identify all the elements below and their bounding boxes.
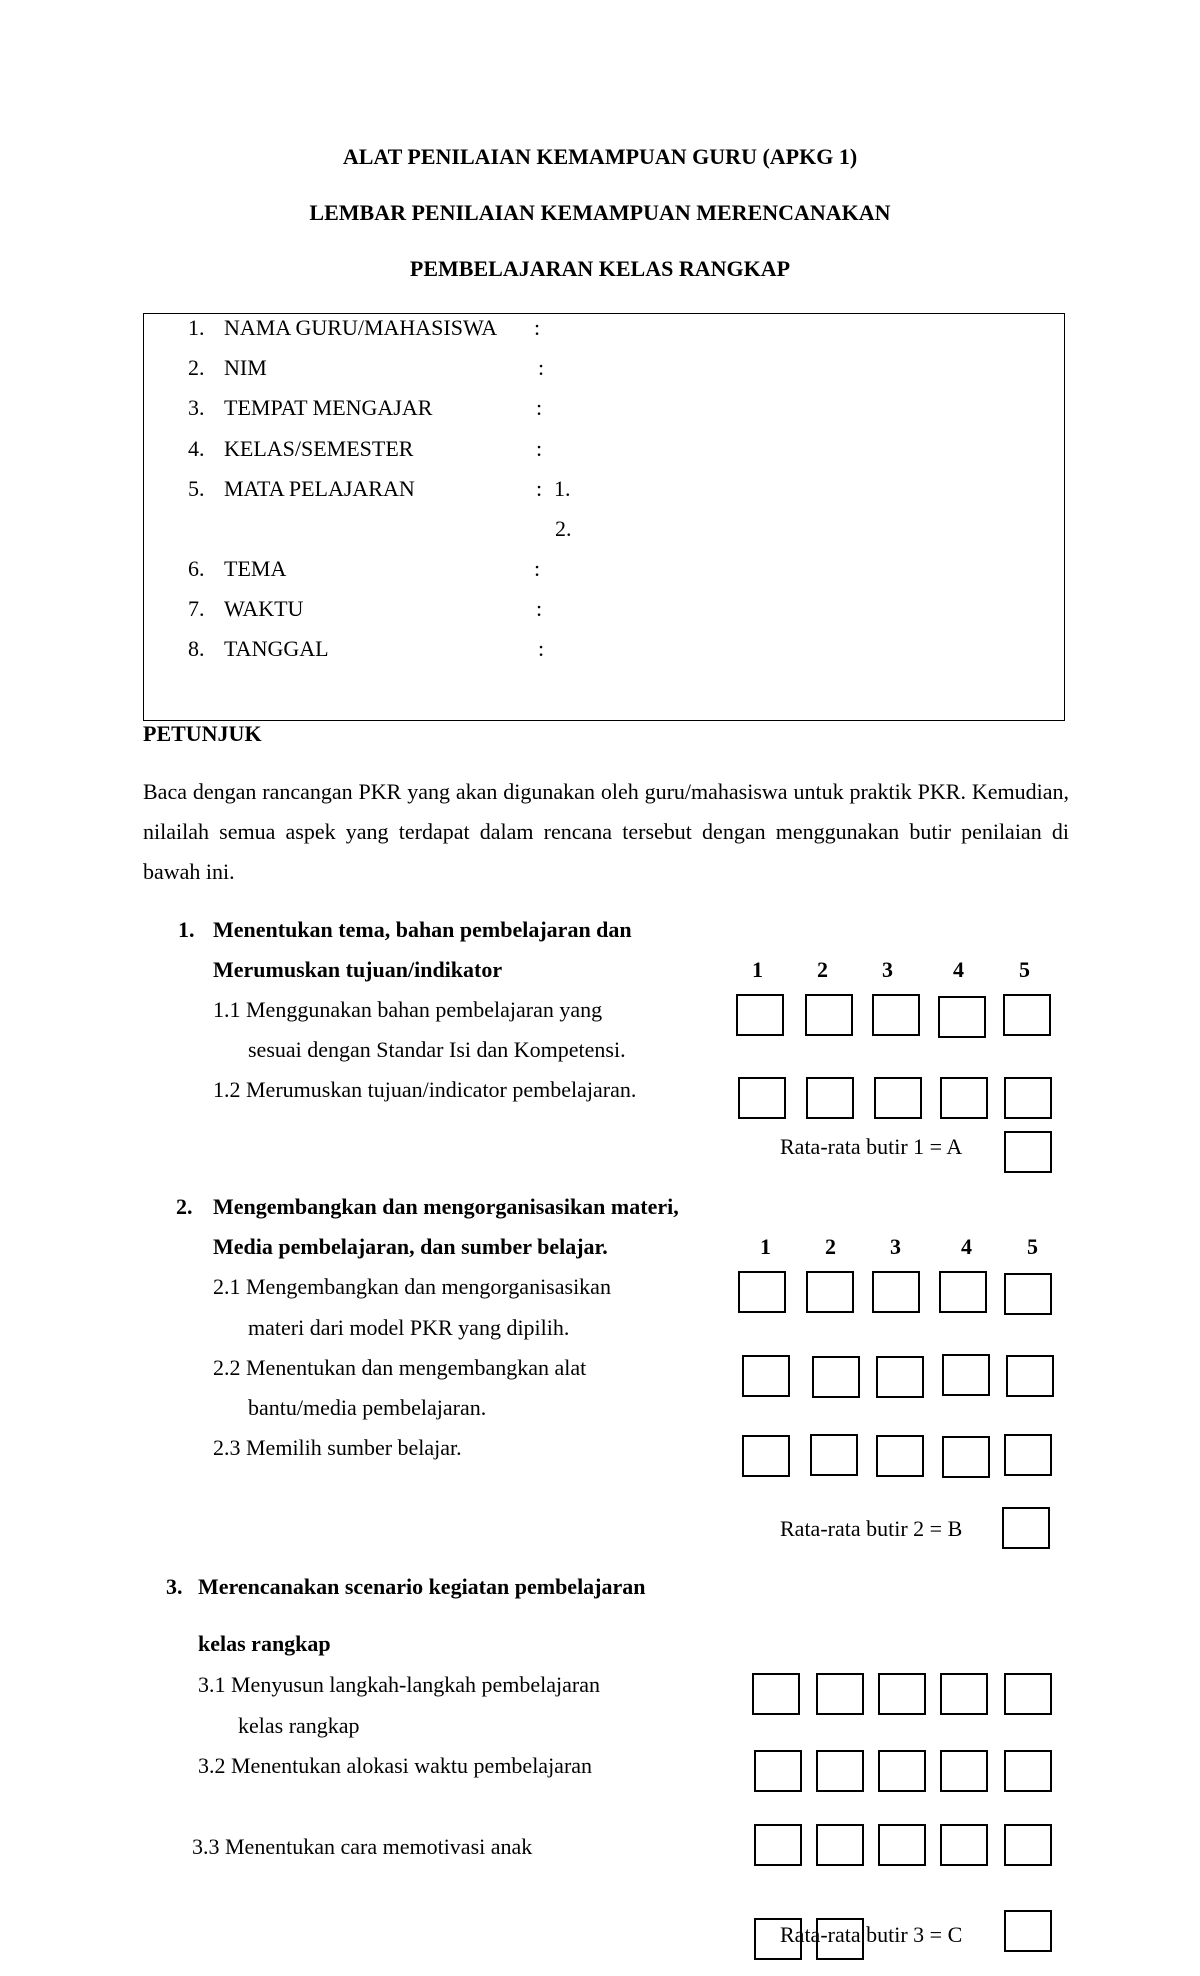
- score-box-2-1-2[interactable]: [806, 1271, 854, 1313]
- scale-label-1: 1: [752, 957, 763, 982]
- score-box-1-2-2[interactable]: [806, 1077, 854, 1119]
- score-box-3-2-4[interactable]: [940, 1750, 988, 1792]
- scale-label-3: 3: [882, 957, 893, 982]
- score-box-3-1-1[interactable]: [752, 1673, 800, 1715]
- score-box-2-2-4[interactable]: [942, 1354, 990, 1396]
- scale-label-4: 4: [961, 1234, 972, 1259]
- score-box-2-2-2[interactable]: [812, 1356, 860, 1398]
- score-box-3-3-5[interactable]: [1004, 1824, 1052, 1866]
- petunjuk-text: Baca dengan rancangan PKR yang akan digunakan oleh guru/mahasiswa untuk praktik PKR. Kemudian, nilailah semua aspek yang terdapat dalam rencana tersebut dengan menggunakan butir penilaian di bawah ini.: [143, 779, 1069, 884]
- item-1-1: 1.1 Menggunakan bahan pembelajaran yang: [213, 997, 603, 1022]
- form-text: :: [536, 596, 543, 621]
- form-text: :: [536, 476, 543, 501]
- score-box-3-2-3[interactable]: [878, 1750, 926, 1792]
- form-text: 2.: [176, 1194, 193, 1219]
- section-3-title: Merencanakan scenario kegiatan pembelajaran: [198, 1574, 646, 1599]
- form-text: 1.: [554, 476, 571, 501]
- score-box-3-1-2[interactable]: [816, 1673, 864, 1715]
- score-box-1-2-3[interactable]: [874, 1077, 922, 1119]
- score-box-3-3-2[interactable]: [816, 1824, 864, 1866]
- average-box-c[interactable]: [1004, 1910, 1052, 1952]
- score-box-1-1-5[interactable]: [1003, 994, 1051, 1036]
- item-2-1: 2.1 Mengembangkan dan mengorganisasikan: [213, 1274, 611, 1299]
- item-2-3: 2.3 Memilih sumber belajar.: [213, 1435, 462, 1460]
- score-box-1-2-4[interactable]: [940, 1077, 988, 1119]
- form-text: NIM: [224, 355, 267, 380]
- item-2-1-cont: materi dari model PKR yang dipilih.: [248, 1315, 570, 1340]
- average-box-a[interactable]: [1004, 1131, 1052, 1173]
- form-text: :: [538, 636, 545, 661]
- form-text: 6.: [188, 556, 205, 581]
- score-box-3-1-3[interactable]: [878, 1673, 926, 1715]
- score-box-3-2-1[interactable]: [754, 1750, 802, 1792]
- section-1-title-2: Merumuskan tujuan/indikator: [213, 957, 503, 982]
- score-box-2-3-4[interactable]: [942, 1436, 990, 1478]
- section-2-title-2: Media pembelajaran, dan sumber belajar.: [213, 1234, 608, 1259]
- scale-label-1: 1: [760, 1234, 771, 1259]
- form-text: :: [534, 556, 541, 581]
- score-box-2-1-1[interactable]: [738, 1271, 786, 1313]
- score-box-3-3-4[interactable]: [940, 1824, 988, 1866]
- form-text: KELAS/SEMESTER: [224, 436, 414, 461]
- score-box-2-1-3[interactable]: [872, 1271, 920, 1313]
- score-box-3-2-2[interactable]: [816, 1750, 864, 1792]
- form-text: 4.: [188, 436, 205, 461]
- form-text: 5.: [188, 476, 205, 501]
- score-box-1-1-2[interactable]: [805, 994, 853, 1036]
- score-box-2-1-5[interactable]: [1004, 1273, 1052, 1315]
- scale-label-5: 5: [1027, 1234, 1038, 1259]
- score-box-1-1-4[interactable]: [938, 996, 986, 1038]
- item-3-2: 3.2 Menentukan alokasi waktu pembelajaran: [198, 1753, 593, 1778]
- scale-label-3: 3: [890, 1234, 901, 1259]
- form-text: 1.: [178, 917, 195, 942]
- section-3-title-2: kelas rangkap: [198, 1631, 331, 1656]
- score-box-2-3-5[interactable]: [1004, 1434, 1052, 1476]
- form-text: 3.: [188, 395, 205, 420]
- score-box-1-1-1[interactable]: [736, 994, 784, 1036]
- form-text: 7.: [188, 596, 205, 621]
- score-box-3-2-5[interactable]: [1004, 1750, 1052, 1792]
- average-1: Rata-rata butir 1 = A: [780, 1134, 963, 1159]
- average-2: Rata-rata butir 2 = B: [780, 1516, 963, 1541]
- average-box-b[interactable]: [1002, 1507, 1050, 1549]
- form-text: NAMA GURU/MAHASISWA: [224, 315, 498, 340]
- score-box-3-3-3[interactable]: [878, 1824, 926, 1866]
- form-subtitle: LEMBAR PENILAIAN KEMAMPUAN MERENCANAKAN: [309, 200, 891, 225]
- score-box-3-1-5[interactable]: [1004, 1673, 1052, 1715]
- item-2-2-cont: bantu/media pembelajaran.: [248, 1395, 487, 1420]
- form-text: TEMPAT MENGAJAR: [224, 395, 433, 420]
- form-text: TEMA: [224, 556, 287, 581]
- average-3: Rata-rata butir 3 = C: [780, 1922, 963, 1947]
- scale-label-2: 2: [817, 957, 828, 982]
- scale-label-2: 2: [825, 1234, 836, 1259]
- score-box-1-1-3[interactable]: [872, 994, 920, 1036]
- item-1-2: 1.2 Merumuskan tujuan/indicator pembelajaran.: [213, 1077, 637, 1102]
- petunjuk-heading: PETUNJUK: [143, 721, 262, 746]
- form-text: :: [538, 355, 545, 380]
- section-2-title: Mengembangkan dan mengorganisasikan materi,: [213, 1194, 679, 1219]
- form-text: 8.: [188, 636, 205, 661]
- score-box-1-2-1[interactable]: [738, 1077, 786, 1119]
- score-box-2-2-1[interactable]: [742, 1355, 790, 1397]
- form-text: 3.: [166, 1574, 183, 1599]
- form-text: TANGGAL: [224, 636, 329, 661]
- form-text: 2.: [555, 516, 572, 541]
- score-box-3-3-1[interactable]: [754, 1824, 802, 1866]
- item-1-1-cont: sesuai dengan Standar Isi dan Kompetensi.: [248, 1037, 626, 1062]
- item-3-1-cont: kelas rangkap: [238, 1713, 360, 1738]
- score-box-1-2-5[interactable]: [1004, 1077, 1052, 1119]
- score-box-2-1-4[interactable]: [939, 1271, 987, 1313]
- score-box-3-1-4[interactable]: [940, 1673, 988, 1715]
- item-2-2: 2.2 Menentukan dan mengembangkan alat: [213, 1355, 587, 1380]
- score-box-2-3-1[interactable]: [742, 1435, 790, 1477]
- score-box-2-2-5[interactable]: [1006, 1355, 1054, 1397]
- score-box-2-3-3[interactable]: [876, 1435, 924, 1477]
- form-text: 1.: [188, 315, 205, 340]
- form-text: WAKTU: [224, 596, 304, 621]
- form-text: :: [536, 395, 543, 420]
- form-text: 2.: [188, 355, 205, 380]
- item-3-3: 3.3 Menentukan cara memotivasi anak: [192, 1834, 533, 1859]
- section-1-title: Menentukan tema, bahan pembelajaran dan: [213, 917, 632, 942]
- scale-label-5: 5: [1019, 957, 1030, 982]
- score-box-2-2-3[interactable]: [876, 1356, 924, 1398]
- item-3-1: 3.1 Menyusun langkah-langkah pembelajaran: [198, 1672, 600, 1697]
- form-subtitle-2: PEMBELAJARAN KELAS RANGKAP: [409, 256, 791, 281]
- form-text: :: [534, 315, 541, 340]
- form-text: :: [536, 436, 543, 461]
- score-box-2-3-2[interactable]: [810, 1434, 858, 1476]
- form-text: MATA PELAJARAN: [224, 476, 415, 501]
- scale-label-4: 4: [953, 957, 964, 982]
- form-title: ALAT PENILAIAN KEMAMPUAN GURU (APKG 1): [342, 144, 858, 169]
